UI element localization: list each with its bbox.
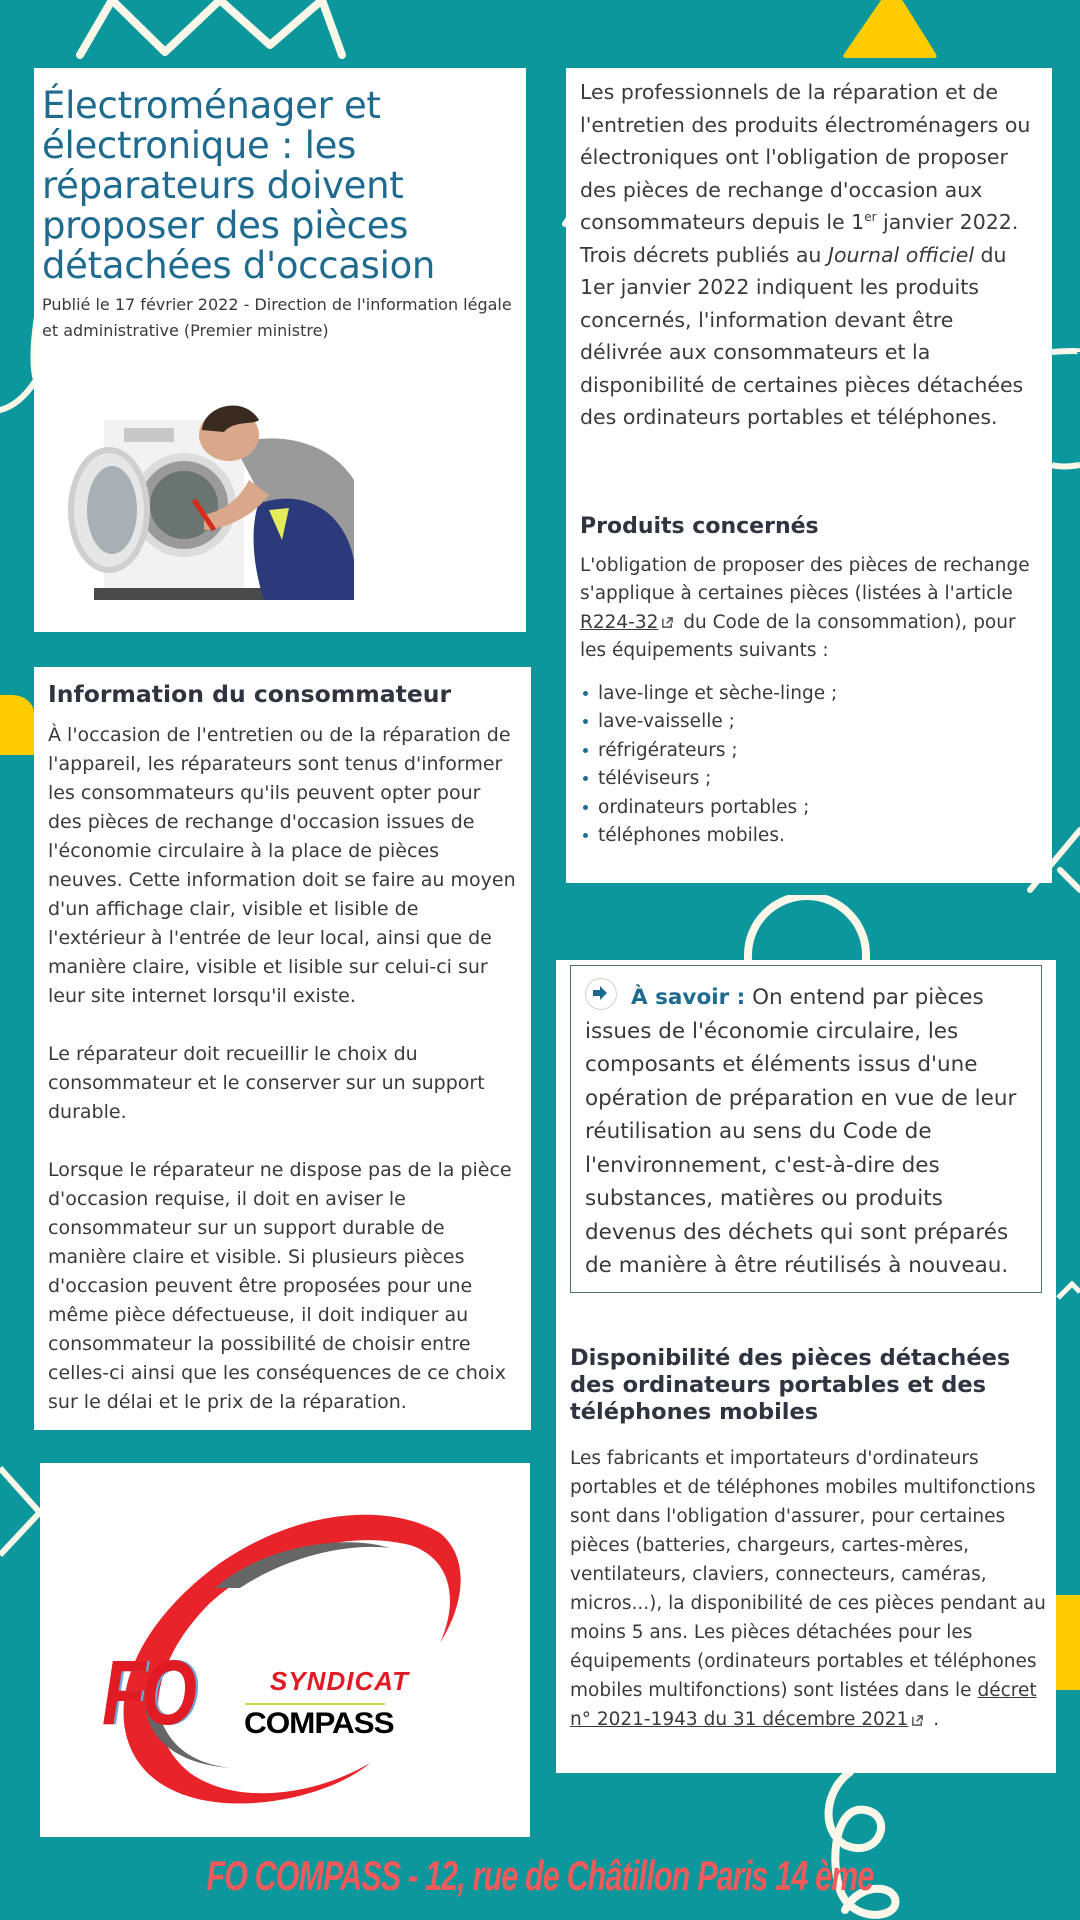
a-savoir-callout bbox=[570, 965, 1042, 1293]
bullet-icon bbox=[583, 748, 588, 753]
section-heading-disponibilite: Disponibilité des pièces détachées des ordinateurs portables et des téléphones mobiles bbox=[570, 1345, 1011, 1425]
disponibilite-paragraph: Les fabricants et importateurs d'ordinateurs portables et de téléphones mobiles multifonctions sont dans l'obligation d'assurer, pour certaines pièces (batteries, chargeurs, cartes-mères, ventilateurs, claviers, connecteurs, caméras, micros...), la disponibilité de ces pièces pendant au moins 5 ans. Les pièces détachées pour les équipements (ordinateurs portables et téléphones mobiles multifonctions) sont listées dans le décret n° 2021-1943 du 31 décembre 2021 . bbox=[570, 1448, 1046, 1730]
section-heading-produits: Produits concernés bbox=[580, 513, 819, 539]
list-item: réfrigérateurs ; bbox=[580, 737, 1038, 766]
list-item: téléphones mobiles. bbox=[580, 822, 1038, 851]
yellow-tab-right bbox=[1056, 1595, 1080, 1690]
logo-compass: COMPASS bbox=[244, 1707, 394, 1740]
chevron-decoration bbox=[1056, 1278, 1080, 1308]
list-item: ordinateurs portables ; bbox=[580, 794, 1038, 823]
section-heading-information: Information du consommateur bbox=[48, 680, 452, 708]
article-header-card bbox=[34, 68, 526, 632]
bullet-icon bbox=[583, 719, 588, 724]
information-paragraph: À l'occasion de l'entretien ou de la réparation de l'appareil, les réparateurs sont tenus d'informer les consommateurs qu'ils peuvent opter pour des pièces de rechange d'occasion issues de l'économie circulaire à la place de pièces neuves. Cette information doit se faire au moyen d'un affichage clair, visible et lisible de l'extérieur à l'entrée de leur local, ainsi que de manière claire, visible et lisible sur celui-ci sur leur site internet lorsqu'il existe. bbox=[48, 724, 516, 1007]
decret-2021-1943-link[interactable]: décret n° 2021-1943 du 31 décembre 2021 bbox=[570, 1680, 1037, 1730]
external-link-icon bbox=[661, 616, 674, 629]
logo-card bbox=[40, 1463, 530, 1837]
savoir-disponibilite-card bbox=[556, 960, 1056, 1773]
circle-decoration-right bbox=[1052, 340, 1080, 480]
bullet-icon bbox=[583, 805, 588, 810]
intro-paragraph: Les professionnels de la réparation et de l'entretien des produits électroménagers ou électroniques ont l'obligation de proposer des pièces de rechange d'occasion aux consommateurs depuis le 1er janvier 2022. Trois décrets publiés au Journal officiel du 1er janvier 2022 indiquent les produits concernés, l'information devant être délivrée aux consommateurs et la disponibilité de certaines pièces détachées des ordinateurs portables et téléphones. bbox=[580, 80, 1031, 429]
arc-decoration bbox=[740, 895, 875, 965]
article-image bbox=[54, 390, 370, 600]
information-card bbox=[34, 667, 531, 1430]
footer-address: FO COMPASS - 12, rue de Châtillon Paris 14 ème bbox=[206, 1852, 874, 1899]
produits-paragraph: L'obligation de proposer des pièces de rechange s'applique à certaines pièces (listées à l'article R224-32 du Code de la consommation), pour les équipements suivants : bbox=[580, 554, 1030, 661]
information-paragraph: Le réparateur doit recueillir le choix du consommateur et le conserver sur un support durable. bbox=[48, 1043, 485, 1123]
arrow-right-icon bbox=[585, 978, 617, 1010]
products-list bbox=[580, 680, 1038, 851]
list-item: lave-linge et sèche-linge ; bbox=[580, 680, 1038, 709]
publication-meta: Publié le 17 février 2022 - Direction de l'information légale et administrative (Premier ministre) bbox=[42, 295, 512, 340]
intro-products-card bbox=[566, 68, 1052, 883]
bullet-icon bbox=[583, 776, 588, 781]
triangle-decoration bbox=[840, 0, 940, 60]
x-decoration-left bbox=[0, 1460, 42, 1560]
list-item: lave-vaisselle ; bbox=[580, 708, 1038, 737]
logo-fo: FO bbox=[102, 1642, 193, 1744]
zigzag-decoration bbox=[70, 0, 360, 60]
list-item: téléviseurs ; bbox=[580, 765, 1038, 794]
yellow-tab-left bbox=[0, 695, 34, 755]
a-savoir-label: À savoir : bbox=[631, 985, 746, 1010]
page-title: Électroménager et électronique : les réparateurs doivent proposer des pièces détachées d'occasion bbox=[42, 84, 436, 287]
bullet-icon bbox=[583, 691, 588, 696]
a-savoir-text: À savoir : On entend par pièces issues de l'économie circulaire, les composants et éléments issus d'une opération de préparation en vue de leur réutilisation au sens du Code de l'environnement, c'est-à-dire des substances, matières ou produits devenus des déchets qui sont préparés de manière à être réutilisés à nouveau. bbox=[585, 978, 1027, 1283]
information-paragraph: Lorsque le réparateur ne dispose pas de la pièce d'occasion requise, il doit en aviser le consommateur sur un support durable de manière claire et visible. Si plusieurs pièces d'occasion peuvent être proposées pour une même pièce défectueuse, il doit indiquer au consommateur la possibilité de choisir entre celles-ci ainsi que les conséquences de ce choix sur le délai et le prix de la réparation. bbox=[48, 1159, 512, 1413]
bullet-icon bbox=[583, 833, 588, 838]
external-link-icon bbox=[911, 1714, 924, 1727]
logo-syndicat: SYNDICAT bbox=[270, 1666, 409, 1696]
article-r224-32-link[interactable]: R224-32 bbox=[580, 611, 659, 633]
